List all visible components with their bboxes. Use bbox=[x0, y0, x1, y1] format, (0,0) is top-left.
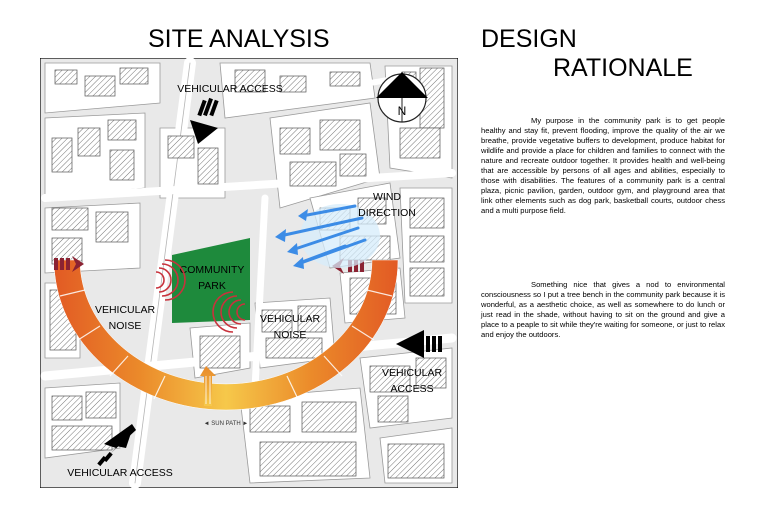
sun-path-label: ◄ SUN PATH ► bbox=[203, 421, 249, 427]
rationale-paragraph-1 bbox=[481, 116, 725, 216]
design-rationale-title-line2: RATIONALE bbox=[553, 54, 693, 82]
wind-label-line1: WIND bbox=[373, 191, 401, 203]
rationale-paragraph-2-text: Something nice that gives a nod to environmental consciousness so I put a tree bench in the community park because it is wonderful, as a aesthetic choice, as well as somewhere to do lunch or just read in the shade, without having to sit on the ground and give a place to a peaple to sit while they're waiting for someone, or just to relax and enjoy the outdoors. bbox=[481, 280, 725, 339]
park-label-line2: PARK bbox=[198, 280, 226, 292]
design-rationale-title-line1: DESIGN bbox=[481, 25, 577, 53]
noise-left-label-line2: NOISE bbox=[108, 320, 142, 332]
vehicular-access-bottom-label: VEHICULAR ACCESS bbox=[67, 467, 173, 479]
noise-right-label-line1: VEHICULAR bbox=[259, 313, 321, 325]
wind-label-line2: DIRECTION bbox=[358, 207, 416, 219]
noise-left-label-line1: VEHICULAR bbox=[94, 304, 156, 316]
site-analysis-map bbox=[40, 58, 458, 488]
noise-right-label-line2: NOISE bbox=[273, 329, 307, 341]
rationale-paragraph-1-text: My purpose in the community park is to get people healthy and stay fit, prevent flooding, improve the quality of the air we breathe, provide vegetative buffers to development, produce habitat for wildlife and provide a place for children and families to connect with the nature and recreate outdoor together. It provides health and well-being that are accessible by persons of all ages and abilities, especially to those with disabilities. The features of a community park is a central plaza, picnic pavilion, garden, outdoor gym, and playground area that link other elements such as dog park, basketball courts, outdoor chess and a multi purpose field. bbox=[481, 116, 725, 215]
rationale-paragraph-2 bbox=[481, 280, 725, 340]
north-label: N bbox=[397, 104, 407, 118]
vehicular-access-top-label: VEHICULAR ACCESS bbox=[177, 83, 283, 95]
park-label-line1: COMMUNITY bbox=[179, 264, 245, 276]
site-analysis-title: SITE ANALYSIS bbox=[148, 25, 330, 53]
vehicular-access-right-label-line1: VEHICULAR bbox=[381, 367, 443, 379]
vehicular-access-right-label-line2: ACCESS bbox=[390, 383, 434, 395]
